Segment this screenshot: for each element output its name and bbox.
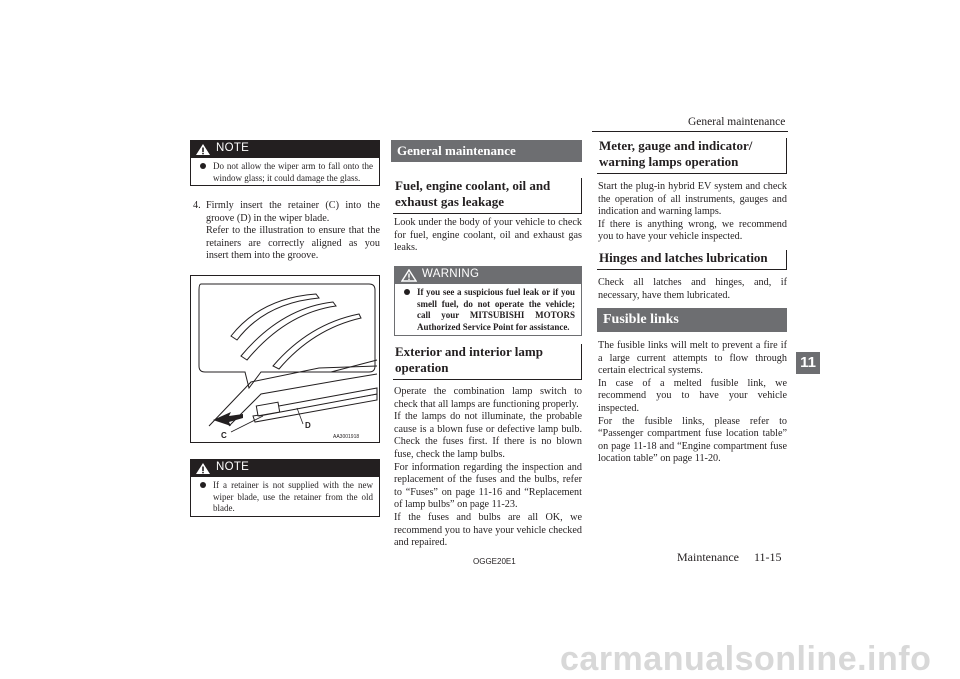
lamp-paragraph-1: Operate the combination lamp switch to check that all lamps are functioning properly. xyxy=(394,386,582,410)
footer-section: Maintenance xyxy=(677,550,739,564)
note-label: NOTE xyxy=(216,142,250,154)
document-code: OGGE20E1 xyxy=(473,557,516,566)
bullet-icon xyxy=(200,163,206,169)
label-c: C xyxy=(221,431,227,440)
warning-header xyxy=(395,267,581,284)
note-box-2 xyxy=(190,459,380,517)
meter-paragraph-2: If there is anything wrong, we recommend you to have your vehicle inspected. xyxy=(598,218,787,243)
figure-code: AA3001918 xyxy=(333,434,360,440)
section-title: General maintenance xyxy=(391,140,582,162)
step-text-2: Refer to the illustration to ensure that the retainers are correctly aligned as you insert them into the groove. xyxy=(206,225,380,262)
fusible-links-heading: Fusible links xyxy=(597,308,787,332)
watermark: carmanualsonline.info xyxy=(560,640,932,678)
warning-box xyxy=(394,266,582,336)
fusible-links-body xyxy=(598,340,787,466)
wiper-blade-drawing xyxy=(191,276,379,442)
warning-triangle-icon xyxy=(195,462,211,475)
bullet-icon xyxy=(404,289,410,295)
fusible-paragraph-2: In case of a melted fusible link, we recommend you to have your vehicle inspected. xyxy=(598,377,787,414)
bullet-icon xyxy=(200,482,206,488)
note-body xyxy=(191,477,379,519)
note-text: If a retainer is not supplied with the new wiper blade, use the retainer from the old blade. xyxy=(213,480,373,513)
warning-triangle-icon xyxy=(195,143,211,156)
lamp-operation-body xyxy=(394,386,582,550)
lamp-operation-heading: Exterior and interior lamp operation xyxy=(393,344,582,380)
hinges-text: Check all latches and hinges, and, if necessary, have them lubricated. xyxy=(598,277,787,301)
note-label: NOTE xyxy=(216,461,250,473)
meter-gauge-body xyxy=(598,181,787,244)
note-text: Do not allow the wiper arm to fall onto the window glass; it could damage the glass. xyxy=(213,161,373,183)
fuel-leak-heading: Fuel, engine coolant, oil and exhaust gas leakage xyxy=(393,178,582,214)
label-d: D xyxy=(305,421,311,430)
warning-triangle-icon xyxy=(401,269,417,282)
note-body xyxy=(191,158,379,188)
lamp-paragraph-4: If the fuses and bulbs are all OK, we recommend you to have your vehicle checked and repaired. xyxy=(394,511,582,549)
meter-paragraph-1: Start the plug-in hybrid EV system and check the operation of all instruments, gauges and indication and warning lamps. xyxy=(598,181,787,218)
step-text: Firmly insert the retainer (C) into the groove (D) in the wiper blade. xyxy=(206,200,380,224)
note-header xyxy=(191,460,379,477)
hinges-heading: Hinges and latches lubrication xyxy=(597,250,787,270)
fusible-paragraph-1: The fusible links will melt to prevent a fire if a large current attempts to flow through certain electrical systems. xyxy=(598,340,787,377)
warning-body xyxy=(395,284,581,337)
wiper-retainer-illustration xyxy=(190,275,380,443)
warning-label: WARNING xyxy=(422,268,480,280)
fuel-leak-text: Look under the body of your vehicle to check for fuel, engine coolant, oil and exhaust gas leaks. xyxy=(394,217,582,254)
header-rule xyxy=(592,131,788,132)
fusible-paragraph-3: For the fusible links, please refer to “Passenger compartment fuse location table” on page 11-18 and “Engine compartment fuse location table” on page 11-20. xyxy=(598,415,787,465)
chapter-tab: 11 xyxy=(796,352,820,374)
lamp-paragraph-2: If the lamps do not illuminate, the probable cause is a blown fuse or defective lamp bulb. Check the fuses first. If there is no blown fuse, check the lamp bulbs. xyxy=(394,411,582,460)
meter-gauge-heading: Meter, gauge and indicator/ warning lamps operation xyxy=(597,138,787,174)
lamp-paragraph-3: For information regarding the inspection and replacement of the fuses and the bulbs, refer to “Fuses” on page 11-16 and “Replacement of lamp bulbs” on page 11-23. xyxy=(394,461,582,511)
note-box-1 xyxy=(190,140,380,186)
step-4 xyxy=(193,200,380,263)
step-number: 4. xyxy=(193,200,201,211)
warning-text: If you see a suspicious fuel leak or if you smell fuel, do not operate the vehicle; call your MITSUBISHI MOTORS Authorized Service Point for assistance. xyxy=(417,287,575,332)
note-header xyxy=(191,141,379,158)
page-number: 11-15 xyxy=(754,550,782,564)
running-header: General maintenance xyxy=(688,116,786,128)
